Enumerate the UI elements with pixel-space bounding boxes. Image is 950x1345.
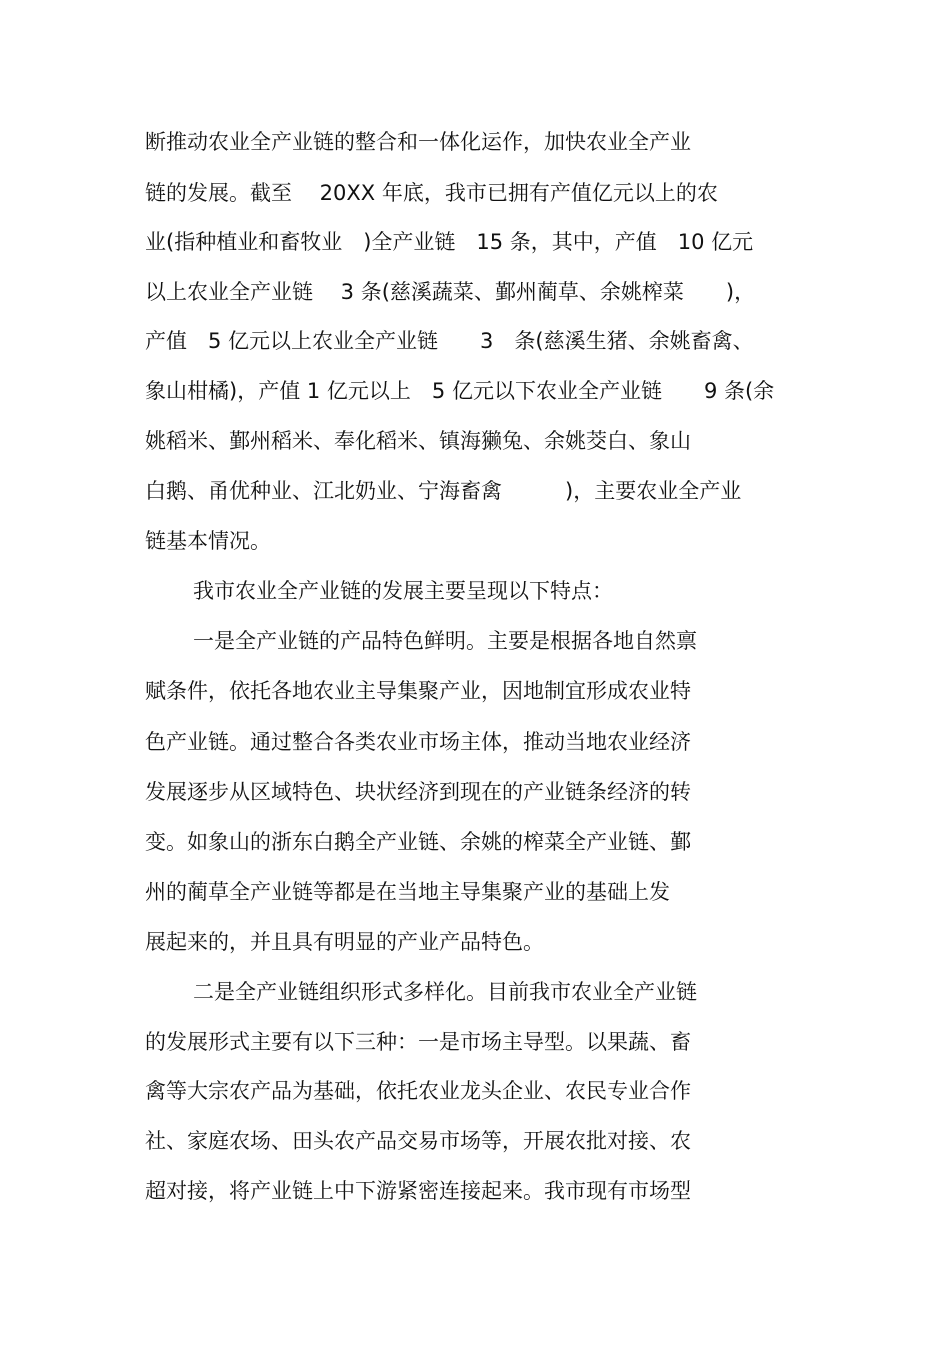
paragraph-1-line-5: 产值 5 亿元以上农业全产业链 3 条(慈溪生猪、余姚畜禽、 xyxy=(145,329,754,353)
paragraph-4-line-5: 超对接，将产业链上中下游紧密连接起来。我市现有市场型 xyxy=(145,1179,691,1203)
paragraph-1-line-9: 链基本情况。 xyxy=(145,529,271,553)
paragraph-1-line-1: 断推动农业全产业链的整合和一体化运作，加快农业全产业 xyxy=(145,130,691,154)
paragraph-4-line-4: 社、家庭农场、田头农产品交易市场等，开展农批对接、农 xyxy=(145,1129,691,1153)
paragraph-1-line-6: 象山柑橘)，产值 1 亿元以上 5 亿元以下农业全产业链 9 条(余 xyxy=(145,379,775,403)
paragraph-3-line-1: 一是全产业链的产品特色鲜明。主要是根据各地自然禀 xyxy=(193,629,697,653)
paragraph-3-line-3: 色产业链。通过整合各类农业市场主体，推动当地农业经济 xyxy=(145,730,691,754)
paragraph-1-line-3: 业(指种植业和畜牧业 )全产业链 15 条，其中，产值 10 亿元 xyxy=(145,230,754,254)
paragraph-3-line-4: 发展逐步从区域特色、块状经济到现在的产业链条经济的转 xyxy=(145,780,691,804)
paragraph-3-line-7: 展起来的，并且具有明显的产业产品特色。 xyxy=(145,930,544,954)
paragraph-3-line-6: 州的蔺草全产业链等都是在当地主导集聚产业的基础上发 xyxy=(145,880,670,904)
paragraph-1-line-4: 以上农业全产业链 3 条(慈溪蔬菜、鄞州蔺草、余姚榨菜 )， xyxy=(145,280,756,304)
paragraph-1-line-8: 白鹅、甬优种业、江北奶业、宁海畜禽 )，主要农业全产业 xyxy=(145,479,742,503)
paragraph-4-line-2: 的发展形式主要有以下三种：一是市场主导型。以果蔬、畜 xyxy=(145,1030,691,1054)
paragraph-1-line-2: 链的发展。截至 20XX 年底，我市已拥有产值亿元以上的农 xyxy=(145,181,718,205)
paragraph-4-line-3: 禽等大宗农产品为基础，依托农业龙头企业、农民专业合作 xyxy=(145,1079,691,1103)
paragraph-3-line-5: 变。如象山的浙东白鹅全产业链、余姚的榨菜全产业链、鄞 xyxy=(145,830,691,854)
paragraph-3-line-2: 赋条件，依托各地农业主导集聚产业，因地制宜形成农业特 xyxy=(145,679,691,703)
paragraph-4-line-1: 二是全产业链组织形式多样化。目前我市农业全产业链 xyxy=(193,980,697,1004)
paragraph-1-line-7: 姚稻米、鄞州稻米、奉化稻米、镇海獭兔、余姚茭白、象山 xyxy=(145,429,691,453)
paragraph-2-line-1: 我市农业全产业链的发展主要呈现以下特点： xyxy=(193,579,613,603)
